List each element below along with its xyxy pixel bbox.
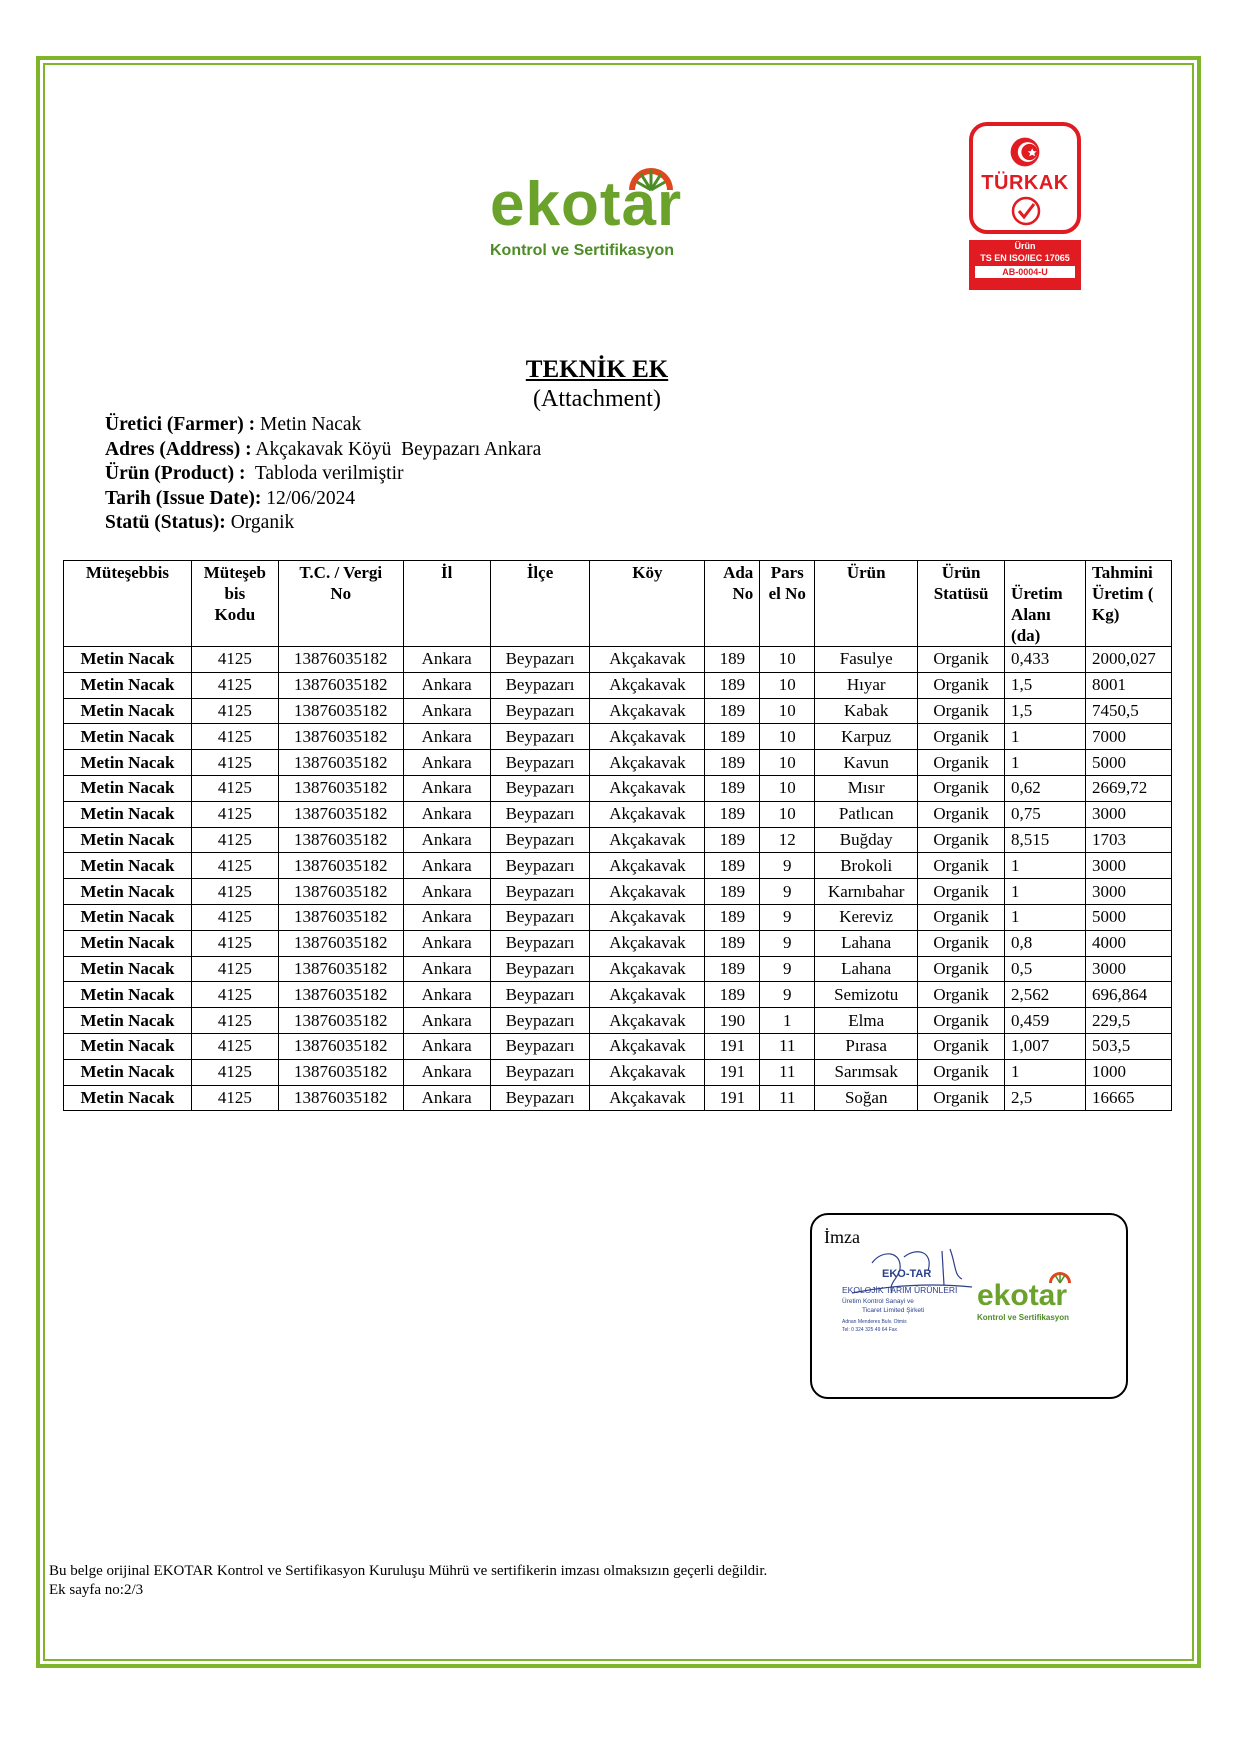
date-label: Tarih (Issue Date): <box>105 487 262 509</box>
cell-ilce: Beypazarı <box>490 956 590 982</box>
cell-il: Ankara <box>403 1085 490 1111</box>
cell-urun: Karnıbahar <box>815 879 918 905</box>
cell-code: 4125 <box>191 724 278 750</box>
cell-il: Ankara <box>403 1008 490 1034</box>
check-circle-icon <box>1011 196 1041 226</box>
cell-uretim: 3000 <box>1085 879 1171 905</box>
cell-alan: 1,007 <box>1005 1033 1086 1059</box>
cell-alan: 1 <box>1005 1059 1086 1085</box>
header-code: Müteşeb bis Kodu <box>191 561 278 647</box>
cell-tc: 13876035182 <box>278 1059 403 1085</box>
cell-koy: Akçakavak <box>590 982 705 1008</box>
cell-statu: Organik <box>918 853 1005 879</box>
cell-urun: Pırasa <box>815 1033 918 1059</box>
cell-ilce: Beypazarı <box>490 879 590 905</box>
cell-code: 4125 <box>191 956 278 982</box>
production-table <box>63 560 1172 1111</box>
status-line <box>105 511 541 536</box>
cell-ada: 190 <box>705 1008 760 1034</box>
cell-ilce: Beypazarı <box>490 904 590 930</box>
cell-ilce: Beypazarı <box>490 827 590 853</box>
cell-tc: 13876035182 <box>278 1008 403 1034</box>
cell-ilce: Beypazarı <box>490 724 590 750</box>
turkak-line-3: AB-0004-U <box>975 266 1075 278</box>
cell-ada: 189 <box>705 724 760 750</box>
header-koy: Köy <box>590 561 705 647</box>
address-value: Akçakavak Köyü Beypazarı Ankara <box>251 438 542 460</box>
cell-statu: Organik <box>918 1008 1005 1034</box>
cell-il: Ankara <box>403 750 490 776</box>
cell-il: Ankara <box>403 698 490 724</box>
cell-statu: Organik <box>918 750 1005 776</box>
cell-il: Ankara <box>403 956 490 982</box>
cell-il: Ankara <box>403 904 490 930</box>
cell-koy: Akçakavak <box>590 930 705 956</box>
cell-name: Metin Nacak <box>64 956 192 982</box>
cell-ada: 189 <box>705 879 760 905</box>
header-statu: Ürün Statüsü <box>918 561 1005 647</box>
cell-name: Metin Nacak <box>64 750 192 776</box>
signature-brand-tagline: Kontrol ve Sertifikasyon <box>977 1313 1070 1322</box>
cell-il: Ankara <box>403 801 490 827</box>
cell-koy: Akçakavak <box>590 775 705 801</box>
cell-uretim: 3000 <box>1085 956 1171 982</box>
cell-il: Ankara <box>403 879 490 905</box>
crescent-star-icon <box>1007 134 1043 170</box>
cell-tc: 13876035182 <box>278 879 403 905</box>
cell-alan: 0,5 <box>1005 956 1086 982</box>
footer-page-number: Ek sayfa no:2/3 <box>49 1582 144 1598</box>
cell-koy: Akçakavak <box>590 724 705 750</box>
cell-il: Ankara <box>403 853 490 879</box>
cell-code: 4125 <box>191 801 278 827</box>
cell-koy: Akçakavak <box>590 956 705 982</box>
cell-koy: Akçakavak <box>590 672 705 698</box>
cell-parsel: 11 <box>760 1085 815 1111</box>
cell-uretim: 1703 <box>1085 827 1171 853</box>
cell-parsel: 12 <box>760 827 815 853</box>
cell-parsel: 11 <box>760 1059 815 1085</box>
cell-il: Ankara <box>403 827 490 853</box>
cell-code: 4125 <box>191 879 278 905</box>
cell-alan: 1 <box>1005 879 1086 905</box>
cell-code: 4125 <box>191 827 278 853</box>
cell-code: 4125 <box>191 647 278 673</box>
table-row <box>64 1033 1172 1059</box>
cell-name: Metin Nacak <box>64 801 192 827</box>
cell-uretim: 5000 <box>1085 904 1171 930</box>
farmer-line <box>105 413 541 438</box>
table-row <box>64 956 1172 982</box>
header-parsel: Pars el No <box>760 561 815 647</box>
status-value: Organik <box>225 512 295 533</box>
table-row <box>64 1085 1172 1111</box>
cell-name: Metin Nacak <box>64 647 192 673</box>
cell-urun: Elma <box>815 1008 918 1034</box>
cell-statu: Organik <box>918 647 1005 673</box>
cell-koy: Akçakavak <box>590 1085 705 1111</box>
turkak-name: TÜRKAK <box>981 172 1069 194</box>
cell-urun: Fasulye <box>815 647 918 673</box>
cell-alan: 0,459 <box>1005 1008 1086 1034</box>
brand-tagline: Kontrol ve Sertifikasyon <box>490 242 675 259</box>
header-ilce: İlçe <box>490 561 590 647</box>
cell-tc: 13876035182 <box>278 930 403 956</box>
cell-alan: 0,8 <box>1005 930 1086 956</box>
cell-alan: 2,562 <box>1005 982 1086 1008</box>
cell-ilce: Beypazarı <box>490 1085 590 1111</box>
cell-name: Metin Nacak <box>64 775 192 801</box>
signature-label: İmza <box>824 1227 860 1247</box>
cell-parsel: 10 <box>760 775 815 801</box>
cell-parsel: 10 <box>760 672 815 698</box>
cell-statu: Organik <box>918 724 1005 750</box>
cell-uretim: 7000 <box>1085 724 1171 750</box>
document-subtitle: (Attachment) <box>533 386 661 412</box>
product-value: Tabloda verilmiştir <box>245 463 404 484</box>
cell-ilce: Beypazarı <box>490 853 590 879</box>
document-footer <box>49 1562 767 1600</box>
cell-alan: 1 <box>1005 750 1086 776</box>
cell-statu: Organik <box>918 672 1005 698</box>
signature-box <box>810 1213 1128 1399</box>
cell-ilce: Beypazarı <box>490 1059 590 1085</box>
cell-ilce: Beypazarı <box>490 647 590 673</box>
cell-name: Metin Nacak <box>64 698 192 724</box>
cell-urun: Lahana <box>815 956 918 982</box>
cell-code: 4125 <box>191 982 278 1008</box>
table-row <box>64 801 1172 827</box>
status-label: Statü (Status): <box>105 512 226 533</box>
cell-name: Metin Nacak <box>64 672 192 698</box>
cell-uretim: 5000 <box>1085 750 1171 776</box>
svg-text:Tel: 0 324 325 49 64 Fax: Tel: 0 324 325 49 64 Fax <box>842 1327 898 1333</box>
cell-ilce: Beypazarı <box>490 1008 590 1034</box>
cell-statu: Organik <box>918 930 1005 956</box>
cell-code: 4125 <box>191 750 278 776</box>
svg-text:EKOLOJİK TARIM ÜRÜNLERİ: EKOLOJİK TARIM ÜRÜNLERİ <box>842 1285 958 1295</box>
cell-ada: 191 <box>705 1033 760 1059</box>
cell-ilce: Beypazarı <box>490 750 590 776</box>
table-row <box>64 672 1172 698</box>
table-row <box>64 879 1172 905</box>
cell-tc: 13876035182 <box>278 904 403 930</box>
cell-il: Ankara <box>403 1059 490 1085</box>
cell-parsel: 10 <box>760 724 815 750</box>
cell-ada: 189 <box>705 698 760 724</box>
company-stamp <box>832 1245 982 1335</box>
cell-parsel: 1 <box>760 1008 815 1034</box>
cell-ada: 189 <box>705 647 760 673</box>
cell-statu: Organik <box>918 904 1005 930</box>
cell-urun: Sarımsak <box>815 1059 918 1085</box>
signature-ekotar-logo <box>977 1277 1097 1327</box>
cell-parsel: 9 <box>760 956 815 982</box>
brand-name: ekotar <box>490 170 683 239</box>
cell-code: 4125 <box>191 1008 278 1034</box>
table-header-row <box>64 561 1172 647</box>
cell-uretim: 229,5 <box>1085 1008 1171 1034</box>
cell-code: 4125 <box>191 698 278 724</box>
cell-name: Metin Nacak <box>64 827 192 853</box>
address-label: Adres (Address) : <box>105 438 252 460</box>
cell-ada: 189 <box>705 801 760 827</box>
header-tc: T.C. / Vergi No <box>278 561 403 647</box>
svg-text:Ticaret Limited Şirketi: Ticaret Limited Şirketi <box>862 1307 925 1314</box>
cell-name: Metin Nacak <box>64 724 192 750</box>
table-row <box>64 724 1172 750</box>
cell-statu: Organik <box>918 982 1005 1008</box>
cell-ilce: Beypazarı <box>490 801 590 827</box>
turkak-line-2: TS EN ISO/IEC 17065 <box>980 253 1070 263</box>
cell-alan: 1 <box>1005 904 1086 930</box>
cell-parsel: 10 <box>760 647 815 673</box>
cell-uretim: 3000 <box>1085 853 1171 879</box>
cell-ada: 189 <box>705 956 760 982</box>
cell-uretim: 1000 <box>1085 1059 1171 1085</box>
cell-il: Ankara <box>403 1033 490 1059</box>
cell-statu: Organik <box>918 1085 1005 1111</box>
cell-alan: 1 <box>1005 853 1086 879</box>
cell-alan: 1,5 <box>1005 672 1086 698</box>
cell-name: Metin Nacak <box>64 1033 192 1059</box>
date-value: 12/06/2024 <box>261 487 356 509</box>
cell-il: Ankara <box>403 724 490 750</box>
cell-statu: Organik <box>918 698 1005 724</box>
table-row <box>64 982 1172 1008</box>
cell-code: 4125 <box>191 672 278 698</box>
cell-parsel: 11 <box>760 1033 815 1059</box>
cell-koy: Akçakavak <box>590 1059 705 1085</box>
cell-code: 4125 <box>191 1059 278 1085</box>
cell-il: Ankara <box>403 775 490 801</box>
cell-ilce: Beypazarı <box>490 672 590 698</box>
turkak-accreditation-badge <box>969 122 1081 290</box>
signature-brand-name: ekotar <box>977 1279 1068 1312</box>
cell-tc: 13876035182 <box>278 775 403 801</box>
cell-uretim: 696,864 <box>1085 982 1171 1008</box>
table-row <box>64 1059 1172 1085</box>
cell-uretim: 503,5 <box>1085 1033 1171 1059</box>
cell-name: Metin Nacak <box>64 879 192 905</box>
table-row <box>64 750 1172 776</box>
cell-il: Ankara <box>403 647 490 673</box>
header-alan: Üretim Alanı (da) <box>1005 561 1086 647</box>
svg-text:Üretim Kontrol Sanayi ve: Üretim Kontrol Sanayi ve <box>842 1298 914 1305</box>
table-row <box>64 827 1172 853</box>
cell-name: Metin Nacak <box>64 1059 192 1085</box>
farmer-label: Üretici (Farmer) : <box>105 414 256 435</box>
cell-code: 4125 <box>191 1033 278 1059</box>
cell-parsel: 9 <box>760 904 815 930</box>
cell-il: Ankara <box>403 930 490 956</box>
cell-uretim: 2000,027 <box>1085 647 1171 673</box>
cell-ilce: Beypazarı <box>490 1033 590 1059</box>
cell-tc: 13876035182 <box>278 853 403 879</box>
product-line <box>105 462 541 487</box>
cell-uretim: 4000 <box>1085 930 1171 956</box>
cell-name: Metin Nacak <box>64 1085 192 1111</box>
cell-alan: 1,5 <box>1005 698 1086 724</box>
table-row <box>64 904 1172 930</box>
date-line <box>105 487 541 512</box>
cell-code: 4125 <box>191 930 278 956</box>
cell-ilce: Beypazarı <box>490 698 590 724</box>
cell-koy: Akçakavak <box>590 1008 705 1034</box>
cell-parsel: 10 <box>760 750 815 776</box>
cell-uretim: 7450,5 <box>1085 698 1171 724</box>
cell-tc: 13876035182 <box>278 1033 403 1059</box>
farmer-info <box>105 413 541 536</box>
cell-uretim: 3000 <box>1085 801 1171 827</box>
cell-urun: Mısır <box>815 775 918 801</box>
cell-statu: Organik <box>918 801 1005 827</box>
cell-parsel: 9 <box>760 982 815 1008</box>
cell-urun: Soğan <box>815 1085 918 1111</box>
cell-urun: Karpuz <box>815 724 918 750</box>
cell-urun: Brokoli <box>815 853 918 879</box>
cell-tc: 13876035182 <box>278 827 403 853</box>
cell-ilce: Beypazarı <box>490 982 590 1008</box>
cell-koy: Akçakavak <box>590 1033 705 1059</box>
cell-urun: Patlıcan <box>815 801 918 827</box>
cell-koy: Akçakavak <box>590 750 705 776</box>
turkak-line-1: Ürün <box>1014 241 1036 251</box>
cell-il: Ankara <box>403 672 490 698</box>
svg-text:EKO-TAR: EKO-TAR <box>882 1268 932 1280</box>
table-row <box>64 698 1172 724</box>
cell-urun: Lahana <box>815 930 918 956</box>
cell-urun: Kavun <box>815 750 918 776</box>
cell-tc: 13876035182 <box>278 750 403 776</box>
cell-koy: Akçakavak <box>590 827 705 853</box>
cell-koy: Akçakavak <box>590 698 705 724</box>
cell-ada: 189 <box>705 775 760 801</box>
table-body <box>64 647 1172 1111</box>
address-line <box>105 438 541 463</box>
cell-name: Metin Nacak <box>64 853 192 879</box>
farmer-value: Metin Nacak <box>255 414 362 435</box>
cell-code: 4125 <box>191 775 278 801</box>
ekotar-logo <box>490 150 730 270</box>
table-row <box>64 775 1172 801</box>
cell-urun: Kabak <box>815 698 918 724</box>
cell-koy: Akçakavak <box>590 904 705 930</box>
cell-uretim: 16665 <box>1085 1085 1171 1111</box>
cell-code: 4125 <box>191 904 278 930</box>
cell-parsel: 10 <box>760 698 815 724</box>
cell-koy: Akçakavak <box>590 879 705 905</box>
cell-koy: Akçakavak <box>590 853 705 879</box>
cell-urun: Buğday <box>815 827 918 853</box>
header-ada: Ada No <box>705 561 760 647</box>
cell-name: Metin Nacak <box>64 904 192 930</box>
cell-alan: 1 <box>1005 724 1086 750</box>
cell-statu: Organik <box>918 1033 1005 1059</box>
cell-alan: 0,62 <box>1005 775 1086 801</box>
cell-ada: 189 <box>705 853 760 879</box>
cell-ada: 191 <box>705 1059 760 1085</box>
turkak-scope <box>969 240 1081 290</box>
cell-alan: 2,5 <box>1005 1085 1086 1111</box>
table-row <box>64 853 1172 879</box>
product-label: Ürün (Product) : <box>105 463 246 484</box>
cell-urun: Semizotu <box>815 982 918 1008</box>
cell-uretim: 8001 <box>1085 672 1171 698</box>
cell-name: Metin Nacak <box>64 982 192 1008</box>
cell-code: 4125 <box>191 1085 278 1111</box>
cell-ada: 191 <box>705 1085 760 1111</box>
cell-code: 4125 <box>191 853 278 879</box>
cell-tc: 13876035182 <box>278 672 403 698</box>
cell-il: Ankara <box>403 982 490 1008</box>
cell-parsel: 10 <box>760 801 815 827</box>
cell-ada: 189 <box>705 930 760 956</box>
footer-disclaimer: Bu belge orijinal EKOTAR Kontrol ve Sertifikasyon Kuruluşu Mührü ve sertifikerin imzası olmaksızın geçerli değildir. <box>49 1563 768 1579</box>
cell-statu: Organik <box>918 879 1005 905</box>
cell-statu: Organik <box>918 1059 1005 1085</box>
cell-statu: Organik <box>918 956 1005 982</box>
table-row <box>64 1008 1172 1034</box>
cell-name: Metin Nacak <box>64 930 192 956</box>
document-title: TEKNİK EK <box>525 356 669 383</box>
header-muteşebbis: Müteşebbis <box>64 561 192 647</box>
cell-tc: 13876035182 <box>278 724 403 750</box>
cell-ilce: Beypazarı <box>490 775 590 801</box>
cell-tc: 13876035182 <box>278 698 403 724</box>
cell-tc: 13876035182 <box>278 956 403 982</box>
cell-parsel: 9 <box>760 930 815 956</box>
cell-urun: Kereviz <box>815 904 918 930</box>
header-urun: Ürün <box>815 561 918 647</box>
cell-tc: 13876035182 <box>278 1085 403 1111</box>
cell-ilce: Beypazarı <box>490 930 590 956</box>
cell-ada: 189 <box>705 672 760 698</box>
cell-name: Metin Nacak <box>64 1008 192 1034</box>
cell-statu: Organik <box>918 827 1005 853</box>
cell-ada: 189 <box>705 904 760 930</box>
header-tahmin: Tahmini Üretim ( Kg) <box>1085 561 1171 647</box>
cell-koy: Akçakavak <box>590 801 705 827</box>
cell-statu: Organik <box>918 775 1005 801</box>
turkak-emblem <box>969 122 1081 234</box>
cell-ada: 189 <box>705 982 760 1008</box>
cell-parsel: 9 <box>760 879 815 905</box>
cell-ada: 189 <box>705 750 760 776</box>
cell-uretim: 2669,72 <box>1085 775 1171 801</box>
cell-alan: 0,433 <box>1005 647 1086 673</box>
cell-tc: 13876035182 <box>278 801 403 827</box>
table-row <box>64 647 1172 673</box>
cell-alan: 0,75 <box>1005 801 1086 827</box>
cell-parsel: 9 <box>760 853 815 879</box>
cell-tc: 13876035182 <box>278 647 403 673</box>
cell-ada: 189 <box>705 827 760 853</box>
cell-tc: 13876035182 <box>278 982 403 1008</box>
cell-urun: Hıyar <box>815 672 918 698</box>
svg-text:Adnan Menderes Bulv. Otmis: Adnan Menderes Bulv. Otmis <box>842 1319 907 1325</box>
table-row <box>64 930 1172 956</box>
header-il: İl <box>403 561 490 647</box>
cell-alan: 8,515 <box>1005 827 1086 853</box>
cell-koy: Akçakavak <box>590 647 705 673</box>
